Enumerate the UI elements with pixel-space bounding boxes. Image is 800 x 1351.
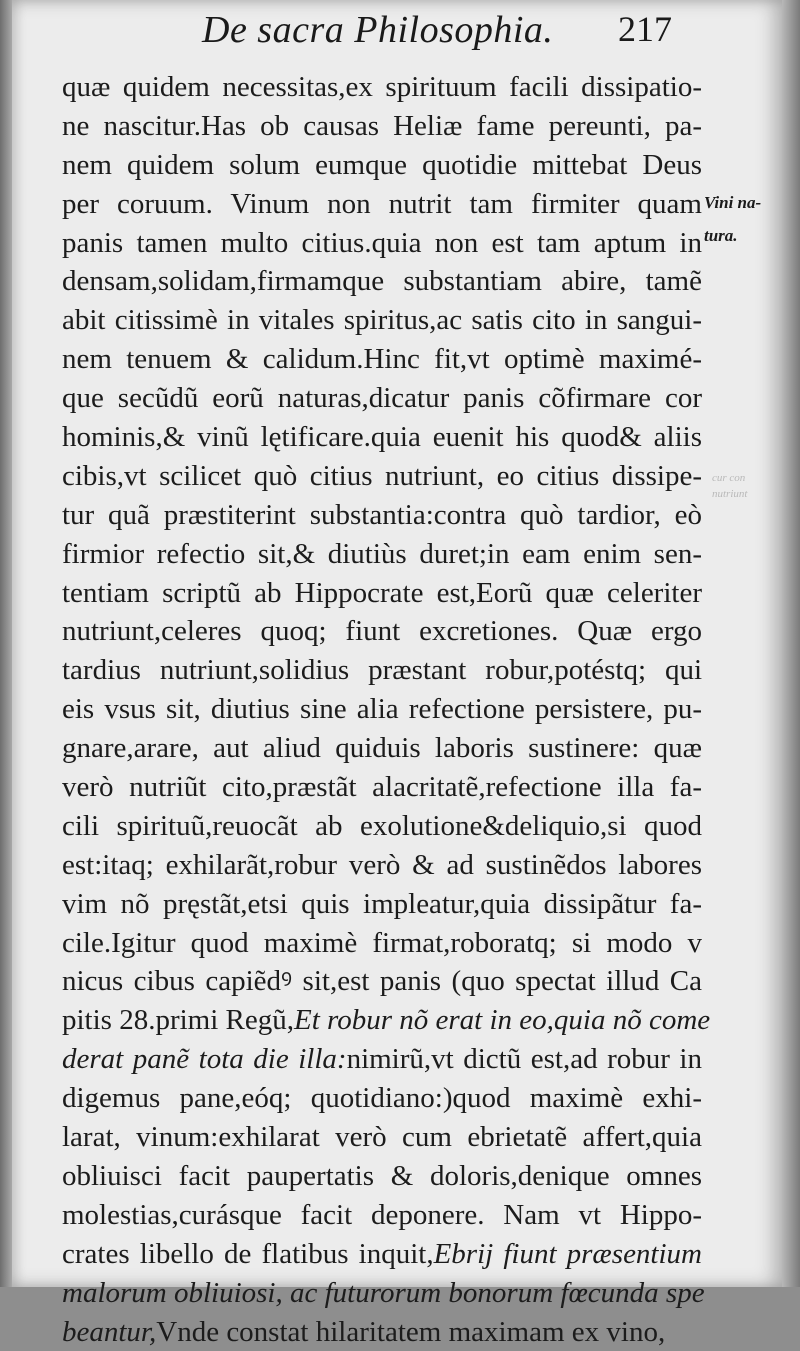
- text-line: [62, 68, 702, 107]
- text-line: [62, 1274, 702, 1313]
- text-line: [62, 457, 702, 496]
- page-left-gutter: [0, 0, 12, 1287]
- text-segment: quæ quidem necessitas,ex spirituum facili dissipatio-: [62, 71, 702, 103]
- running-title: De sacra Philosophia.: [202, 8, 553, 52]
- marginal-note: [704, 186, 784, 252]
- text-segment: panis tamen multo citius.quia non est tam aptum in: [62, 227, 702, 259]
- text-line: [62, 729, 702, 768]
- text-segment: nicus cibus capiẽdꝰ sit,est panis (quo spectat illud Ca: [62, 965, 702, 997]
- italic-quotation: derat panẽ tota die illa:: [62, 1043, 347, 1075]
- text-segment: tentiam scriptũ ab Hippocrate est,Eorũ quæ celeriter: [62, 577, 702, 609]
- text-line: [62, 885, 702, 924]
- text-segment: cile.Igitur quod maximè firmat,roboratq; si modo v: [62, 927, 702, 959]
- bleed-through-text: [712, 470, 782, 502]
- text-segment: densam,solidam,firmamque substantiam abire, tamẽ: [62, 265, 702, 297]
- page-number: 217: [618, 8, 672, 50]
- italic-quotation: beantur,: [62, 1316, 156, 1348]
- italic-quotation: Ebrij fiunt præsentium: [434, 1238, 702, 1270]
- text-segment: abit citissimè in vitales spiritus,ac satis cito in sangui-: [62, 304, 702, 336]
- text-segment: que secũdũ eorũ naturas,dicatur panis cõfirmare cor: [62, 382, 702, 414]
- text-segment: cibis,vt scilicet quò citius nutriunt, eo citius dissipe-: [62, 460, 702, 492]
- text-line: [62, 768, 702, 807]
- text-line: [62, 418, 702, 457]
- text-segment: tur quã præstiterint substantia:contra quò tardior, eò: [62, 499, 702, 531]
- text-line: [62, 924, 702, 963]
- text-line: [62, 962, 702, 1001]
- text-line: [62, 651, 702, 690]
- text-segment: cili spirituũ,reuocãt ab exolutione&deliquio,si quod: [62, 810, 702, 842]
- text-segment: per coruum. Vinum non nutrit tam firmiter quam: [62, 188, 702, 220]
- bleed-through-line: nutriunt: [712, 486, 782, 502]
- text-line: [62, 1313, 702, 1351]
- text-line: [62, 496, 702, 535]
- text-line: [62, 146, 702, 185]
- text-line: [62, 262, 702, 301]
- text-segment: hominis,& vinũ lętificare.quia euenit his quod& aliis: [62, 421, 702, 453]
- text-line: [62, 1235, 702, 1274]
- page-right-edge: [782, 0, 800, 1287]
- text-segment: nem tenuem & calidum.Hinc fit,vt optimè maximé-: [62, 343, 702, 375]
- text-segment: tardius nutriunt,solidius præstant robur,potéstq; qui: [62, 654, 702, 686]
- text-segment: Vnde constat hilaritatem maximam ex vino,: [156, 1316, 665, 1348]
- text-segment: est:itaq; exhilarãt,robur verò & ad sustinẽdos labores: [62, 849, 702, 881]
- text-segment: nutriunt,celeres quoq; fiunt excretiones. Quæ ergo: [62, 615, 702, 647]
- italic-quotation: Et robur nõ erat in eo,quia nõ come: [294, 1004, 710, 1036]
- text-segment: gnare,arare, aut aliud quiduis laboris sustinere: quæ: [62, 732, 702, 764]
- text-line: [62, 1118, 702, 1157]
- text-line: [62, 1040, 702, 1079]
- text-line: [62, 301, 702, 340]
- text-line: [62, 1157, 702, 1196]
- body-text: [62, 68, 702, 1351]
- text-segment: obliuisci facit paupertatis & doloris,denique omnes: [62, 1160, 702, 1192]
- text-line: [62, 340, 702, 379]
- page-header: [202, 8, 672, 58]
- text-segment: ne nascitur.Has ob causas Heliæ fame pereunti, pa-: [62, 110, 702, 142]
- text-segment: larat, vinum:exhilarat verò cum ebrietatẽ affert,quia: [62, 1121, 702, 1153]
- marginal-note-line: tura.: [704, 219, 784, 252]
- italic-quotation: malorum obliuiosi, ac futurorum bonorum fœcunda spe: [62, 1277, 705, 1309]
- text-line: [62, 690, 702, 729]
- text-line: [62, 379, 702, 418]
- text-line: [62, 574, 702, 613]
- bleed-through-line: cur con: [712, 470, 782, 486]
- text-segment: vim nõ pręstãt,etsi quis impleatur,quia dissipãtur fa-: [62, 888, 702, 920]
- text-segment: firmior refectio sit,& diutiùs duret;in eam enim sen-: [62, 538, 702, 570]
- text-line: [62, 1079, 702, 1118]
- book-page: [12, 0, 782, 1287]
- text-line: [62, 107, 702, 146]
- text-segment: crates libello de flatibus inquit,: [62, 1238, 434, 1270]
- text-line: [62, 612, 702, 651]
- text-segment: eis vsus sit, diutius sine alia refectione persistere, pu-: [62, 693, 702, 725]
- text-line: [62, 185, 702, 224]
- text-segment: digemus pane,eóq; quotidiano:)quod maximè exhi-: [62, 1082, 702, 1114]
- text-line: [62, 224, 702, 263]
- marginal-note-line: Vini na-: [704, 186, 784, 219]
- text-segment: pitis 28.primi Regũ,: [62, 1004, 294, 1036]
- text-segment: molestias,curásque facit deponere. Nam vt Hippo-: [62, 1199, 702, 1231]
- text-line: [62, 1196, 702, 1235]
- text-line: [62, 807, 702, 846]
- text-line: [62, 535, 702, 574]
- text-segment: verò nutriũt cito,præstãt alacritatẽ,refectione illa fa-: [62, 771, 702, 803]
- text-segment: nimirũ,vt dictũ est,ad robur in: [347, 1043, 702, 1075]
- text-line: [62, 846, 702, 885]
- text-segment: nem quidem solum eumque quotidie mittebat Deus: [62, 149, 702, 181]
- text-line: [62, 1001, 702, 1040]
